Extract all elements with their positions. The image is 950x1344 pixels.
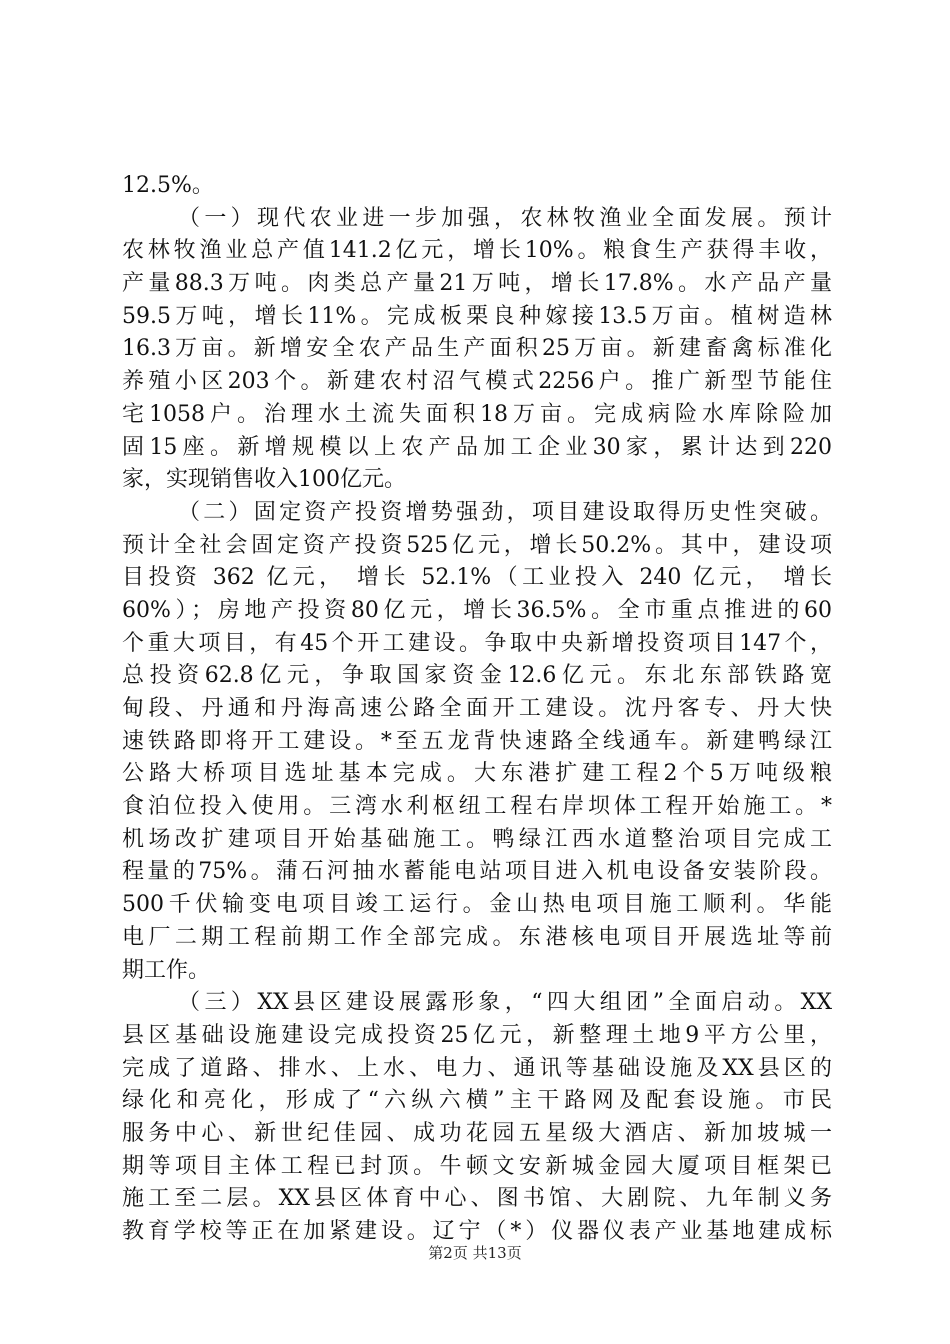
text-line: （三）XX县区建设展露形象，“四大组团”全面启动。XX — [178, 990, 832, 1016]
text-line: 60%）；房地产投资80亿元，增长36.5%。全市重点推进的60 — [122, 597, 832, 623]
text-line: 食泊位投入使用。三湾水利枢纽工程右岸坝体工程开始施工。* — [122, 794, 832, 820]
text-line: （一）现代农业进一步加强，农林牧渔业全面发展。预计 — [178, 205, 832, 231]
document-body — [122, 170, 832, 1249]
text-line: 绿化和亮化，形成了“六纵六横”主干路网及配套设施。市民 — [122, 1088, 832, 1114]
text-line: 县区基础设施建设完成投资25亿元，新整理土地9平方公里， — [122, 1022, 832, 1048]
text-line: 总投资62.8亿元，争取国家资金12.6亿元。东北东部铁路宽 — [122, 663, 832, 689]
text-line: 期等项目主体工程已封顶。牛顿文安新城金园大厦项目框架已 — [122, 1153, 832, 1179]
text-line: 500千伏输变电项目竣工运行。金山热电项目施工顺利。华能 — [122, 892, 832, 918]
text-line: 固15座。新增规模以上农产品加工企业30家，累计达到220 — [122, 434, 832, 460]
text-line: 农林牧渔业总产值141.2亿元，增长10%。粮食生产获得丰收， — [122, 238, 832, 264]
text-line: 产量88.3万吨。肉类总产量21万吨，增长17.8%。水产品产量 — [122, 271, 832, 297]
text-line: 12.5%。 — [122, 173, 214, 198]
text-line: （二）固定资产投资增势强劲，项目建设取得历史性突破。 — [178, 499, 832, 525]
text-line: 59.5万吨，增长11%。完成板栗良种嫁接13.5万亩。植树造林 — [122, 303, 832, 329]
text-line: 完成了道路、排水、上水、电力、通讯等基础设施及XX县区的 — [122, 1055, 832, 1081]
page-footer: 第2页 共13页 — [428, 1244, 522, 1262]
text-line: 宅1058户。治理水土流失面积18万亩。完成病险水库除险加 — [122, 401, 832, 427]
text-line: 甸段、丹通和丹海高速公路全面开工建设。沈丹客专、丹大快 — [122, 696, 832, 721]
text-line: 程量的75%。蒲石河抽水蓄能电站项目进入机电设备安装阶段。 — [122, 859, 832, 885]
text-line: 电厂二期工程前期工作全部完成。东港核电项目开展选址等前 — [122, 924, 832, 950]
text-line: 服务中心、新世纪佳园、成功花园五星级大酒店、新加坡城一 — [122, 1120, 832, 1146]
text-line: 期工作。 — [122, 957, 211, 983]
text-line: 机场改扩建项目开始基础施工。鸭绿江西水道整治项目完成工 — [122, 826, 832, 852]
text-line: 家，实现销售收入100亿元。 — [122, 467, 406, 493]
text-line: 预计全社会固定资产投资525亿元，增长50.2%。其中，建设项 — [122, 532, 832, 558]
text-line: 公路大桥项目选址基本完成。大东港扩建工程2个5万吨级粮 — [122, 761, 832, 787]
text-line: 速铁路即将开工建设。*至五龙背快速路全线通车。新建鸭绿江 — [122, 728, 832, 754]
text-line: 目投资 362 亿元， 增长 52.1%（工业投入 240 亿元， 增长 — [122, 565, 832, 591]
text-line: 16.3万亩。新增安全农产品生产面积25万亩。新建畜禽标准化 — [122, 336, 832, 362]
text-line: 养殖小区203个。新建农村沼气模式2256户。推广新型节能住 — [122, 369, 832, 395]
text-line: 个重大项目，有45个开工建设。争取中央新增投资项目147个， — [122, 630, 832, 656]
text-line: 教育学校等正在加紧建设。辽宁（*）仪器仪表产业基地建成标 — [122, 1219, 832, 1244]
text-line: 施工至二层。XX县区体育中心、图书馆、大剧院、九年制义务 — [122, 1186, 832, 1212]
